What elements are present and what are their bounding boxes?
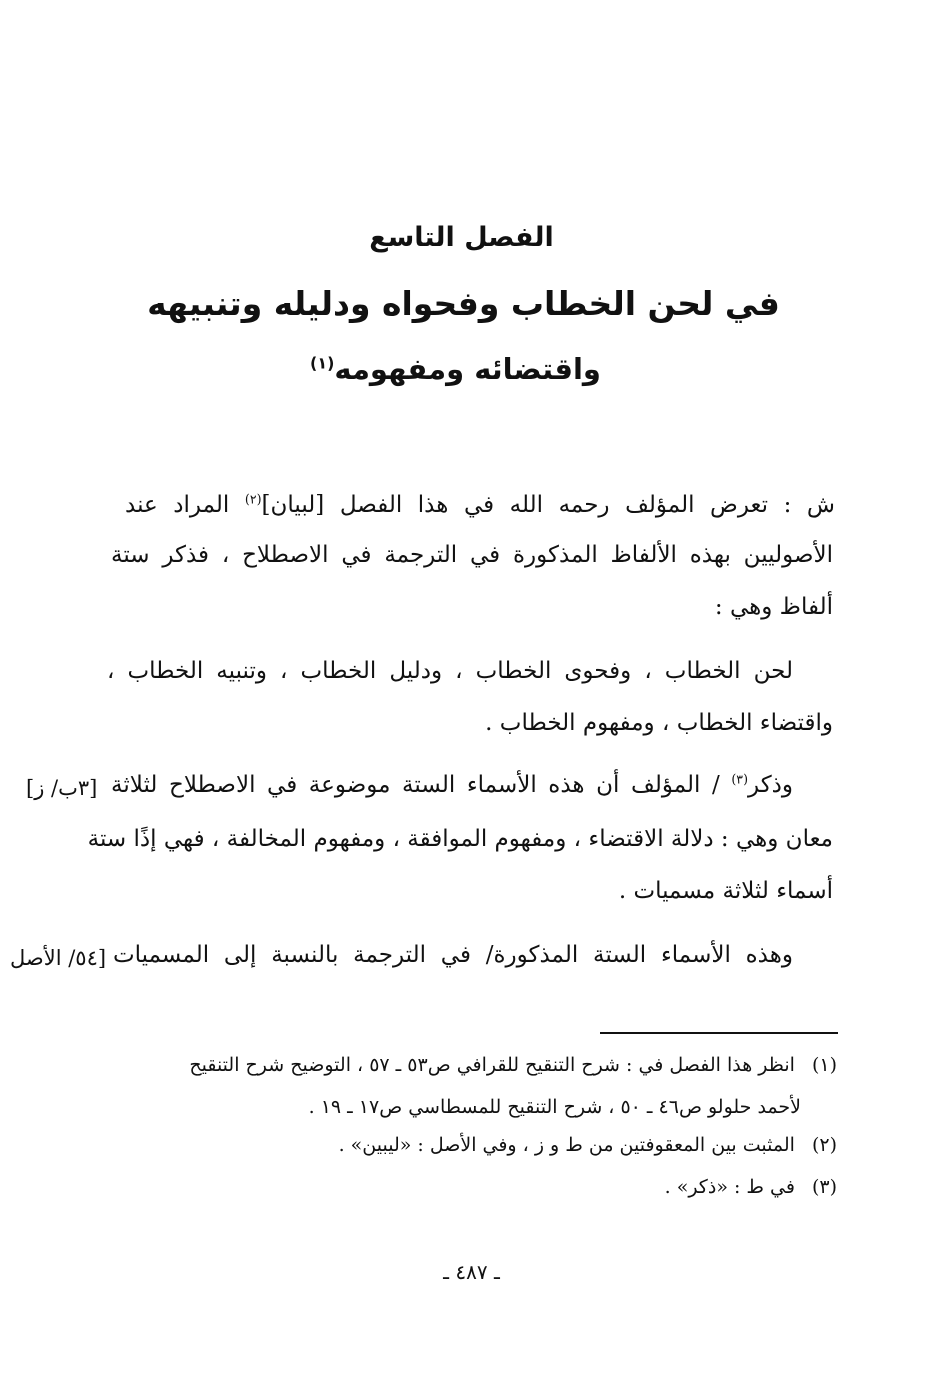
footnote-1-number: (١) [811, 1054, 837, 1076]
paragraph-3-line-2-text: معان وهي : دلالة الاقتضاء ، ومفهوم الموافقة ، ومفهوم المخالفة ، فهي إذًا ستة [87, 826, 833, 852]
footnote-2-number: (٢) [811, 1134, 837, 1156]
paragraph-3-line-1-text-a: وذكر [748, 772, 793, 798]
paragraph-2-line-2 [109, 710, 833, 736]
paragraph-4-line-1 [113, 942, 793, 968]
paragraph-1-line-2 [111, 542, 833, 568]
page-number-text: ـ ٤٨٧ ـ [443, 1260, 500, 1284]
page-number [0, 1260, 943, 1284]
margin-note-manuscript-asl [10, 946, 106, 970]
paragraph-2-line-2-text: واقتضاء الخطاب ، ومفهوم الخطاب . [485, 710, 833, 736]
footnote-1-line-1 [125, 1054, 837, 1076]
footnote-ref-2: (٢) [244, 491, 262, 507]
paragraph-1-line-3-text: ألفاظ وهي : [714, 594, 833, 620]
chapter-subtitle-line-1-text: في لحن الخطاب وفحواه ودليله وتنبيهه [147, 284, 780, 323]
paragraph-3-line-2 [87, 826, 833, 852]
margin-note-manuscript-z [26, 776, 97, 800]
chapter-subtitle-line-2-text: واقتضائه ومفهومه [334, 352, 601, 386]
footnote-ref-3: (٣) [731, 771, 748, 787]
chapter-subtitle-line-2 [0, 352, 927, 386]
footnote-2 [125, 1134, 837, 1156]
chapter-title [0, 222, 933, 253]
footnote-1-line-2 [125, 1096, 801, 1118]
paragraph-1-line-1 [125, 492, 835, 518]
paragraph-2-line-1 [107, 658, 793, 684]
footnote-1-line-1-text: انظر هذا الفصل في : شرح التنقيح للقرافي ص٥٣ ـ ٥٧ ، التوضيح شرح التنقيح [189, 1054, 795, 1076]
footnote-3-number: (٣) [811, 1176, 837, 1198]
margin-note-manuscript-asl-text: [٥٤/ الأصل [10, 946, 107, 970]
footnote-3 [125, 1176, 837, 1198]
footnote-ref-1: (١) [310, 353, 335, 373]
paragraph-2-line-1-text: لحن الخطاب ، وفحوى الخطاب ، ودليل الخطاب ، وتنبيه الخطاب ، [107, 658, 793, 684]
chapter-subtitle-line-1 [0, 284, 935, 323]
paragraph-1-line-1-text-b: المراد عند [125, 492, 245, 518]
footnote-1-line-2-text: لأحمد حلولو ص٤٦ ـ ٥٠ ، شرح التنقيح للمسطاسي ص١٧ ـ ١٩ . [308, 1096, 801, 1118]
paragraph-1-line-2-text: الأصوليين بهذه الألفاظ المذكورة في الترجمة في الاصطلاح ، فذكر ستة [111, 542, 833, 568]
margin-note-manuscript-z-text: [٣ب/ ز] [26, 776, 98, 800]
footnote-3-text: في ط : «ذكر» . [664, 1176, 795, 1198]
paragraph-1-line-3 [111, 594, 833, 620]
paragraph-3-line-1-text-b: / المؤلف أن هذه الأسماء الستة موضوعة في الاصطلاح لثلاثة [111, 772, 732, 798]
footnote-divider [600, 1032, 838, 1034]
paragraph-3-line-3 [109, 878, 833, 904]
footnote-2-text: المثبت بين المعقوفتين من ط و ز ، وفي الأصل : «ليبين» . [338, 1134, 795, 1156]
chapter-title-text: الفصل التاسع [369, 222, 554, 253]
paragraph-3-line-3-text: أسماء لثلاثة مسميات . [618, 878, 833, 904]
paragraph-3-line-1 [111, 772, 793, 798]
paragraph-1-line-1-text-a: ش : تعرض المؤلف رحمه الله في هذا الفصل [لبيان] [261, 492, 835, 518]
paragraph-4-line-1-text: وهذه الأسماء الستة المذكورة/ في الترجمة بالنسبة إلى المسميات [113, 942, 793, 968]
